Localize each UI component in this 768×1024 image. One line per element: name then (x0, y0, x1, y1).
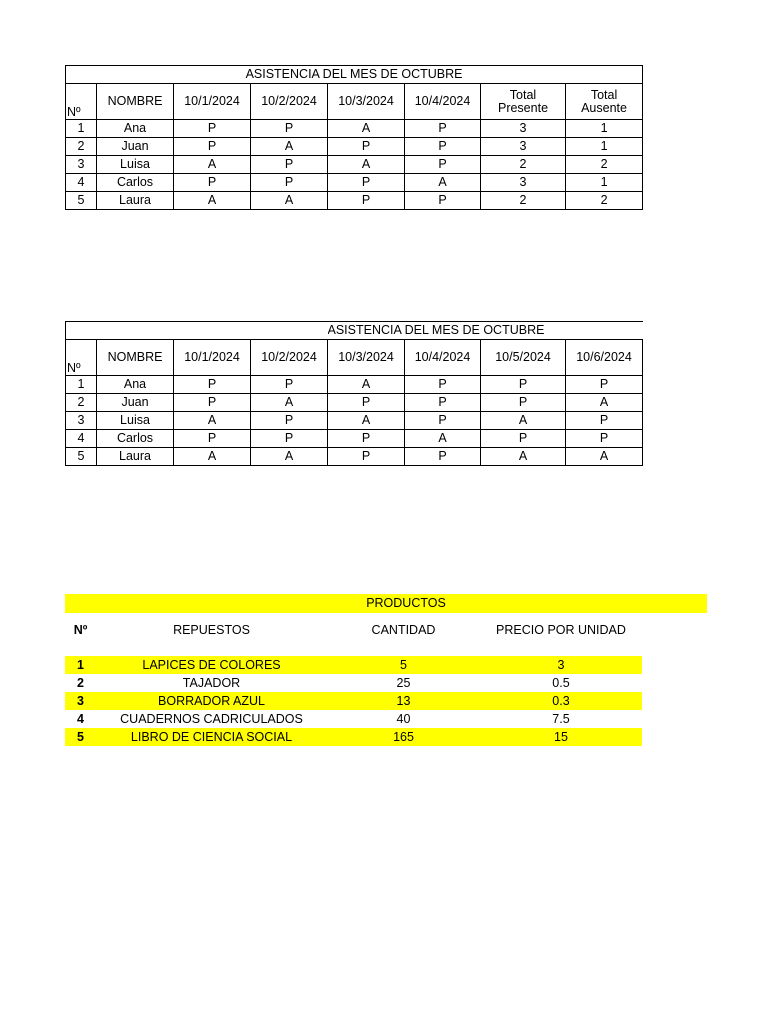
row-number: 1 (66, 376, 97, 394)
cell: P (251, 156, 328, 174)
table-title: PRODUCTOS (65, 594, 707, 613)
cell: P (566, 412, 643, 430)
cell: P (251, 412, 328, 430)
student-name: Laura (97, 192, 174, 210)
table-row (65, 656, 707, 674)
cell: A (328, 156, 405, 174)
table-row (66, 394, 643, 412)
cell: 2 (481, 192, 566, 210)
cell: TAJADOR (182, 675, 241, 690)
cell: P (328, 174, 405, 192)
table-row (65, 692, 707, 710)
cell: A (405, 174, 481, 192)
cell: A (566, 394, 643, 412)
student-name: Carlos (97, 430, 174, 448)
table-body (66, 376, 643, 466)
cell: A (251, 138, 328, 156)
cell: P (328, 448, 405, 466)
cell: A (328, 412, 405, 430)
cell: P (481, 376, 566, 394)
header-cell: PRECIO POR UNIDAD (496, 622, 626, 637)
student-name: Juan (97, 138, 174, 156)
student-name: Ana (97, 376, 174, 394)
student-name: Laura (97, 448, 174, 466)
cell: LIBRO DE CIENCIA SOCIAL (96, 728, 327, 746)
cell: A (481, 412, 566, 430)
table-body (66, 120, 643, 210)
cell: A (174, 412, 251, 430)
cell: P (405, 376, 481, 394)
cell: P (405, 448, 481, 466)
header-cell: 10/6/2024 (566, 340, 643, 376)
cell: A (481, 448, 566, 466)
row-number: 4 (77, 711, 84, 726)
row-number: 2 (77, 675, 84, 690)
student-name: Luisa (97, 412, 174, 430)
row-number: 4 (66, 174, 97, 192)
cell: A (405, 430, 481, 448)
table-title: ASISTENCIA DEL MES DE OCTUBRE (66, 66, 643, 84)
cell: A (328, 120, 405, 138)
table-row (66, 448, 643, 466)
row-number: 1 (66, 120, 97, 138)
header-cell: CANTIDAD (371, 622, 436, 637)
table-row (66, 174, 643, 192)
cell: 0.3 (480, 692, 642, 710)
cell: CUADERNOS CADRICULADOS (120, 711, 303, 726)
table-row (66, 192, 643, 210)
cell: P (566, 430, 643, 448)
cell: 1 (566, 174, 643, 192)
cell: 3 (481, 138, 566, 156)
cell: 13 (327, 692, 480, 710)
cell: P (481, 430, 566, 448)
table-row (66, 412, 643, 430)
cell: P (174, 138, 251, 156)
header-cell: 10/4/2024 (405, 340, 481, 376)
title-spacer (66, 322, 328, 340)
cell: P (174, 376, 251, 394)
cell: 5 (327, 656, 480, 674)
cell: P (405, 156, 481, 174)
cell: A (174, 192, 251, 210)
cell: A (174, 448, 251, 466)
cell: 165 (327, 728, 480, 746)
cell: P (405, 120, 481, 138)
row-number: 2 (66, 138, 97, 156)
cell: BORRADOR AZUL (96, 692, 327, 710)
cell: P (328, 138, 405, 156)
cell: 3 (481, 174, 566, 192)
cell: A (251, 192, 328, 210)
header-cell: Total Ausente (566, 84, 643, 120)
cell: A (566, 448, 643, 466)
header-cell: NOMBRE (97, 84, 174, 120)
cell: P (251, 174, 328, 192)
row-number: 3 (65, 692, 96, 710)
cell: A (328, 376, 405, 394)
cell: P (405, 394, 481, 412)
cell: P (566, 376, 643, 394)
header-cell: Nº (73, 622, 88, 637)
cell: 2 (566, 156, 643, 174)
cell: 1 (566, 138, 643, 156)
table-row (66, 376, 643, 394)
cell: P (481, 394, 566, 412)
cell: P (405, 412, 481, 430)
cell: P (405, 192, 481, 210)
student-name: Carlos (97, 174, 174, 192)
table-row (66, 430, 643, 448)
header-row (65, 613, 707, 647)
cell: P (251, 120, 328, 138)
table-row (65, 710, 707, 728)
cell: 1 (566, 120, 643, 138)
cell: 25 (396, 675, 411, 690)
cell: P (405, 138, 481, 156)
table-row (66, 156, 643, 174)
cell: 2 (481, 156, 566, 174)
header-cell: 10/2/2024 (251, 340, 328, 376)
cell: P (174, 120, 251, 138)
header-cell: 10/3/2024 (328, 84, 405, 120)
cell: A (251, 394, 328, 412)
header-cell: 10/2/2024 (251, 84, 328, 120)
cell: LAPICES DE COLORES (96, 656, 327, 674)
row-number: 3 (66, 412, 97, 430)
student-name: Ana (97, 120, 174, 138)
row-number: 5 (65, 728, 96, 746)
cell: 3 (481, 120, 566, 138)
attendance-table-1 (65, 65, 643, 210)
header-row (66, 84, 643, 120)
table-title: ASISTENCIA DEL MES DE OCTUBRE (328, 322, 643, 340)
table-row (65, 728, 707, 746)
row-number: 5 (66, 448, 97, 466)
header-cell: Nº (66, 84, 97, 120)
row-number: 5 (66, 192, 97, 210)
header-row (66, 340, 643, 376)
row-number: 3 (66, 156, 97, 174)
cell: A (251, 448, 328, 466)
table-row (66, 138, 643, 156)
cell: P (174, 174, 251, 192)
student-name: Juan (97, 394, 174, 412)
cell: 0.5 (552, 675, 570, 690)
header-cell: 10/1/2024 (174, 84, 251, 120)
header-cell: NOMBRE (97, 340, 174, 376)
cell: P (328, 394, 405, 412)
header-cell: REPUESTOS (173, 622, 250, 637)
cell: P (174, 394, 251, 412)
header-cell: 10/3/2024 (328, 340, 405, 376)
cell: 7.5 (552, 711, 570, 726)
header-cell: Total Presente (481, 84, 566, 120)
table-row (66, 120, 643, 138)
header-cell: Nº (66, 340, 97, 376)
cell: P (328, 192, 405, 210)
cell: P (251, 376, 328, 394)
header-cell: 10/5/2024 (481, 340, 566, 376)
cell: P (328, 430, 405, 448)
cell: 3 (480, 656, 642, 674)
products-table (65, 594, 707, 746)
cell: 40 (396, 711, 411, 726)
row-number: 2 (66, 394, 97, 412)
row-number: 4 (66, 430, 97, 448)
attendance-table-2 (65, 321, 643, 466)
student-name: Luisa (97, 156, 174, 174)
row-number: 1 (65, 656, 96, 674)
cell: 2 (566, 192, 643, 210)
header-cell: 10/4/2024 (405, 84, 481, 120)
cell: P (174, 430, 251, 448)
cell: 15 (480, 728, 642, 746)
table-row (65, 674, 707, 692)
cell: P (251, 430, 328, 448)
header-cell: 10/1/2024 (174, 340, 251, 376)
cell: A (174, 156, 251, 174)
